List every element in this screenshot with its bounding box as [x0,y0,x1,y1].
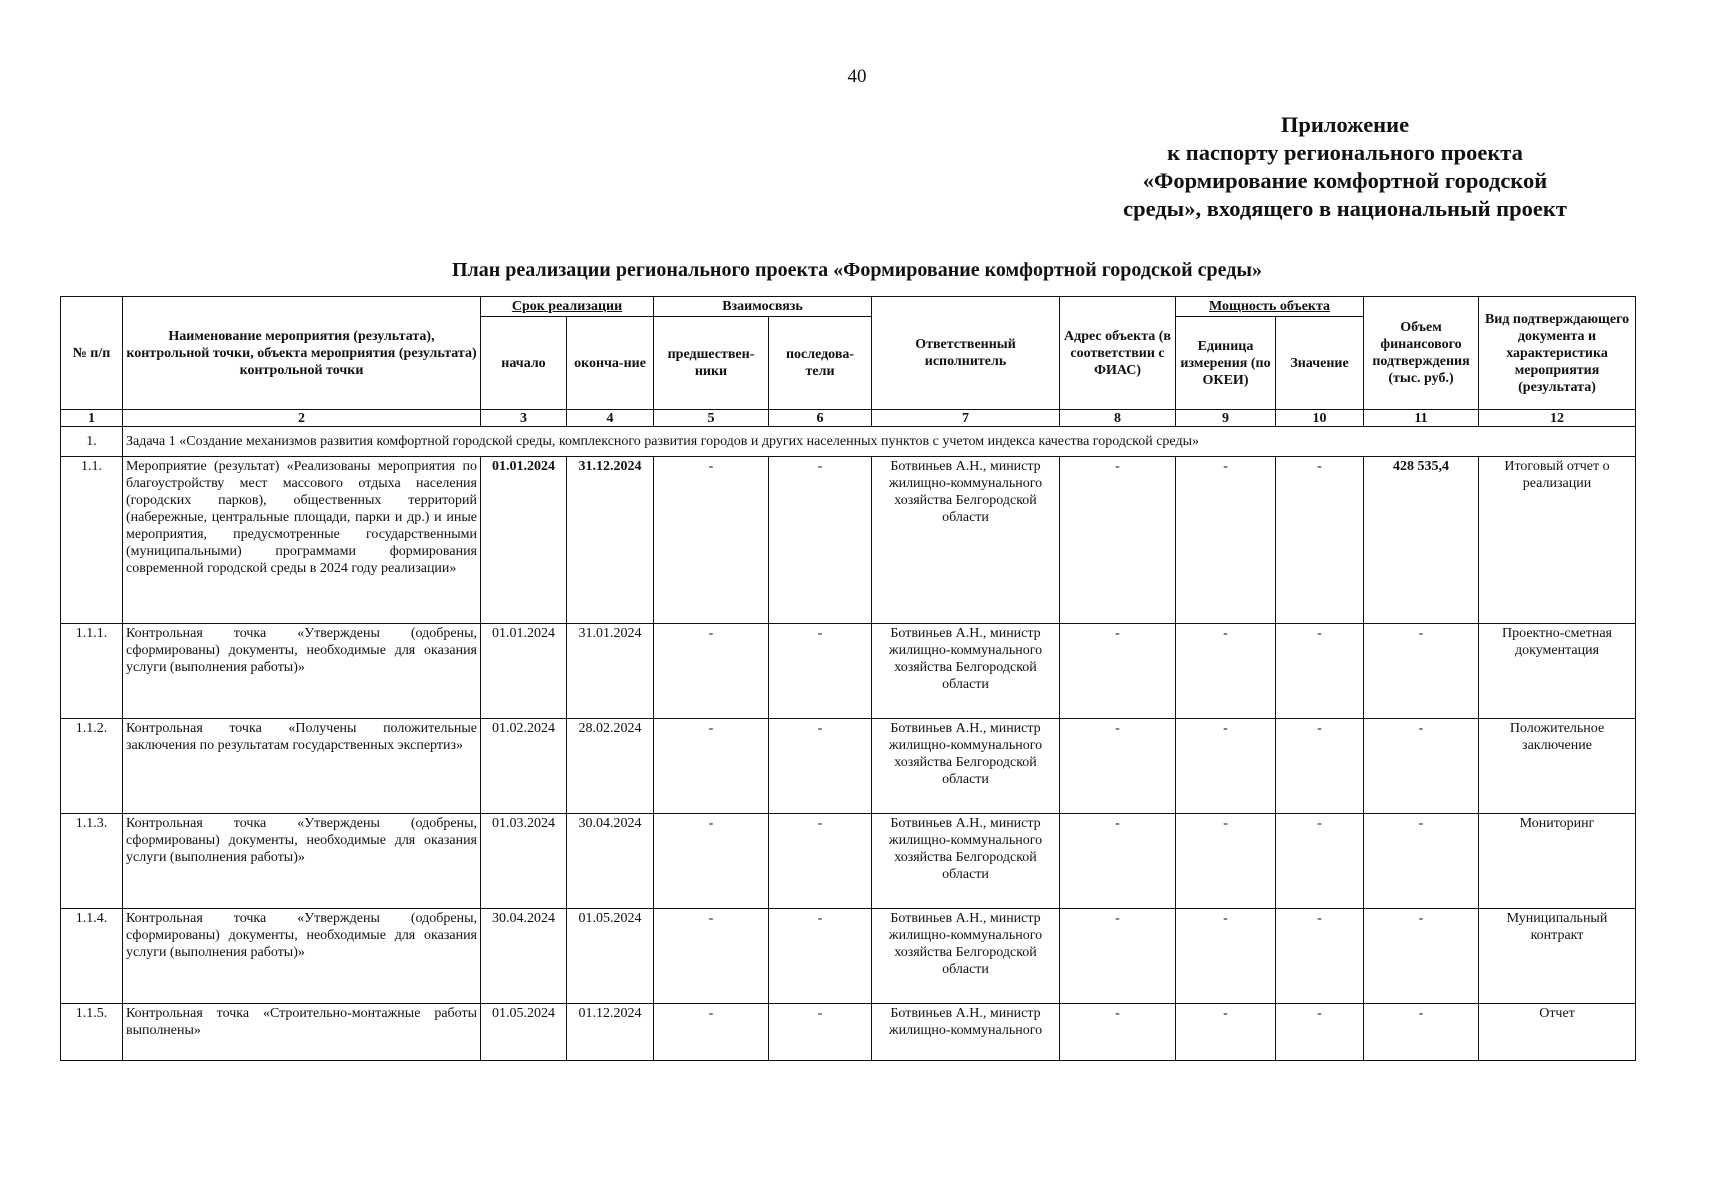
row-start: 01.01.2024 [481,457,567,624]
row-predecessors: - [654,719,769,814]
row-address: - [1060,814,1176,909]
row-address: - [1060,1004,1176,1061]
column-number: 7 [872,410,1060,427]
row-unit: - [1176,624,1276,719]
header-unit: Единица измерения (по ОКЕИ) [1176,317,1276,410]
row-address: - [1060,624,1176,719]
task-text: Задача 1 «Создание механизмов развития комфортной городской среды, комплексного развития городов и других населенных пунктов с учетом индекса качества городской среды» [123,427,1636,457]
header-doc-type: Вид подтверждающего документа и характеристика мероприятия (результата) [1479,297,1636,410]
row-predecessors: - [654,457,769,624]
row-num: 1.1. [61,457,123,624]
column-number: 9 [1176,410,1276,427]
table-row [61,624,1636,719]
row-finance: - [1364,909,1479,1004]
row-name: Контрольная точка «Утверждены (одобрены, сформированы) документы, необходимые для оказания услуги (выполнения работы)» [123,624,481,719]
row-end: 28.02.2024 [567,719,654,814]
table-row [61,1004,1636,1061]
row-predecessors: - [654,814,769,909]
column-number: 3 [481,410,567,427]
row-predecessors: - [654,1004,769,1061]
task-row [61,427,1636,457]
row-end: 31.01.2024 [567,624,654,719]
row-end: 31.12.2024 [567,457,654,624]
row-name: Контрольная точка «Утверждены (одобрены, сформированы) документы, необходимые для оказания услуги (выполнения работы)» [123,909,481,1004]
row-value: - [1276,719,1364,814]
table-row [61,814,1636,909]
row-unit: - [1176,1004,1276,1061]
appendix-heading [1060,111,1630,223]
table-row [61,909,1636,1004]
row-start: 01.02.2024 [481,719,567,814]
row-doc-type: Положительное заключение [1479,719,1636,814]
header-successors: последова-тели [769,317,872,410]
row-name: Контрольная точка «Получены положительные заключения по результатам государственных экспертиз» [123,719,481,814]
column-number: 4 [567,410,654,427]
row-start: 01.05.2024 [481,1004,567,1061]
header-term-group-label: Срок реализации [511,299,623,314]
header-capacity-group-label: Мощность объекта [1208,299,1331,314]
header-relation-group: Взаимосвязь [654,297,872,317]
header-predecessors: предшествен-ники [654,317,769,410]
row-value: - [1276,909,1364,1004]
row-finance: - [1364,624,1479,719]
row-value: - [1276,814,1364,909]
row-responsible: Ботвиньев А.Н., министр жилищно-коммунального [872,1004,1060,1061]
row-finance: - [1364,814,1479,909]
column-number: 11 [1364,410,1479,427]
row-finance: - [1364,1004,1479,1061]
column-number: 8 [1060,410,1176,427]
header-responsible: Ответственный исполнитель [872,297,1060,410]
row-end: 30.04.2024 [567,814,654,909]
appendix-line: «Формирование комфортной городской [1142,168,1548,193]
row-name: Мероприятие (результат) «Реализованы мероприятия по благоустройству мест массового отдыха населения (городских парков), общественных территорий (набережные, центральные площади, парки и др.) и иные мероприятия, предусмотренные государственными (муниципальными) программами формирования современной городской среды в 2024 году реализации» [123,457,481,624]
row-num: 1.1.2. [61,719,123,814]
row-finance: 428 535,4 [1364,457,1479,624]
row-unit: - [1176,457,1276,624]
row-responsible: Ботвиньев А.Н., министр жилищно-коммунального хозяйства Белгородской области [872,909,1060,1004]
column-number: 5 [654,410,769,427]
row-doc-type: Проектно-сметная документация [1479,624,1636,719]
page-number: 40 [847,66,867,87]
appendix-line: к паспорту регионального проекта [1167,140,1523,165]
row-responsible: Ботвиньев А.Н., министр жилищно-коммунального хозяйства Белгородской области [872,814,1060,909]
row-value: - [1276,457,1364,624]
header-end: оконча-ние [567,317,654,410]
appendix-line: Приложение [1280,112,1410,137]
row-start: 30.04.2024 [481,909,567,1004]
column-number: 2 [123,410,481,427]
row-num: 1.1.4. [61,909,123,1004]
row-address: - [1060,457,1176,624]
row-finance: - [1364,719,1479,814]
row-unit: - [1176,909,1276,1004]
row-predecessors: - [654,624,769,719]
row-successors: - [769,457,872,624]
row-successors: - [769,814,872,909]
row-successors: - [769,1004,872,1061]
task-num: 1. [61,427,123,457]
row-num: 1.1.3. [61,814,123,909]
row-name: Контрольная точка «Строительно-монтажные работы выполнены» [123,1004,481,1061]
row-doc-type: Мониторинг [1479,814,1636,909]
row-address: - [1060,719,1176,814]
header-num: № п/п [61,297,123,410]
column-number: 6 [769,410,872,427]
row-end: 01.05.2024 [567,909,654,1004]
row-end: 01.12.2024 [567,1004,654,1061]
row-successors: - [769,909,872,1004]
header-finance: Объем финансового подтверждения (тыс. руб.) [1364,297,1479,410]
row-num: 1.1.5. [61,1004,123,1061]
row-num: 1.1.1. [61,624,123,719]
row-unit: - [1176,719,1276,814]
table-row [61,719,1636,814]
row-predecessors: - [654,909,769,1004]
header-name: Наименование мероприятия (результата), контрольной точки, объекта мероприятия (результата) контрольной точки [123,297,481,410]
document-title: План реализации регионального проекта «Формирование комфортной городской среды» [452,259,1262,281]
column-number: 12 [1479,410,1636,427]
row-value: - [1276,1004,1364,1061]
row-responsible: Ботвиньев А.Н., министр жилищно-коммунального хозяйства Белгородской области [872,719,1060,814]
appendix-line: среды», входящего в национальный проект [1123,196,1567,221]
row-responsible: Ботвиньев А.Н., министр жилищно-коммунального хозяйства Белгородской области [872,457,1060,624]
row-successors: - [769,719,872,814]
row-doc-type: Итоговый отчет о реализации [1479,457,1636,624]
row-start: 01.01.2024 [481,624,567,719]
row-responsible: Ботвиньев А.Н., министр жилищно-коммунального хозяйства Белгородской области [872,624,1060,719]
header-address: Адрес объекта (в соответствии с ФИАС) [1060,297,1176,410]
row-unit: - [1176,814,1276,909]
row-start: 01.03.2024 [481,814,567,909]
row-doc-type: Муниципальный контракт [1479,909,1636,1004]
column-number: 1 [61,410,123,427]
header-term-group [481,297,654,317]
row-address: - [1060,909,1176,1004]
table-row [61,457,1636,624]
row-successors: - [769,624,872,719]
implementation-plan-table [60,296,1636,1061]
header-start: начало [481,317,567,410]
header-capacity-group [1176,297,1364,317]
row-name: Контрольная точка «Утверждены (одобрены, сформированы) документы, необходимые для оказания услуги (выполнения работы)» [123,814,481,909]
column-number: 10 [1276,410,1364,427]
row-doc-type: Отчет [1479,1004,1636,1061]
row-value: - [1276,624,1364,719]
header-value: Значение [1276,317,1364,410]
